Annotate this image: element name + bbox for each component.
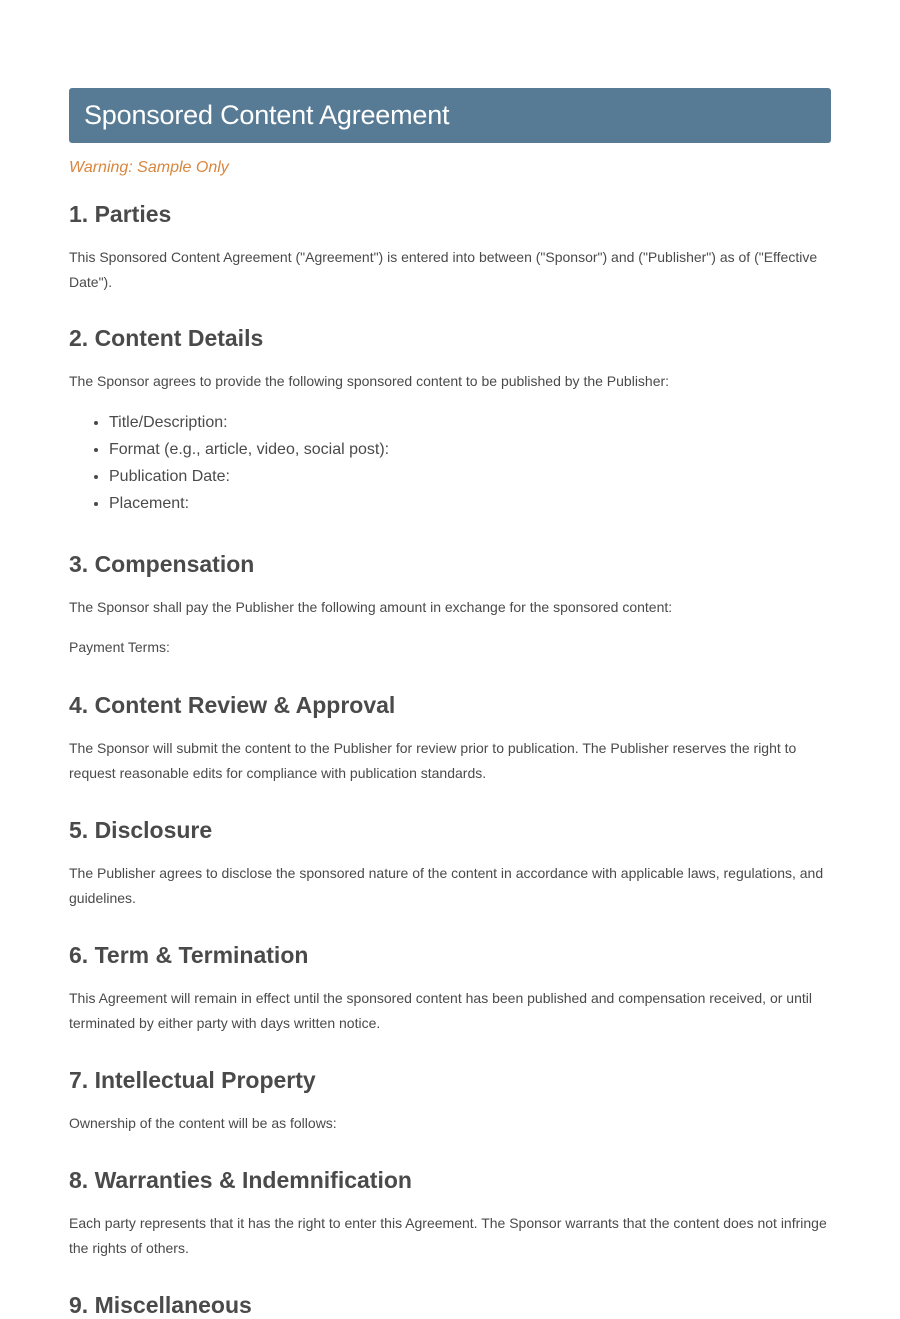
section-intellectual-property: [69, 1066, 831, 1136]
list-item: • Placement:: [109, 490, 831, 517]
section-content-details: [69, 324, 831, 518]
section-paragraph: The Sponsor agrees to provide the following sponsored content to be published by the Publisher:: [69, 373, 670, 389]
section-paragraph: Each party represents that it has the right to enter this Agreement. The Sponsor warrants that the content does not infringe the rights of others.: [69, 1215, 827, 1256]
list-item: • Title/Description:: [109, 409, 831, 436]
section-paragraph: This Sponsored Content Agreement ("Agreement") is entered into between ("Sponsor") and ("Publisher") as of ("Effective Date").: [69, 249, 818, 290]
section-paragraph: Ownership of the content will be as follows:: [69, 1115, 337, 1131]
section-heading: 8. Warranties & Indemnification: [69, 1167, 412, 1193]
section-disclosure: [69, 816, 831, 910]
section-heading: 2. Content Details: [69, 325, 264, 351]
document-title: Sponsored Content Agreement: [84, 100, 450, 130]
section-paragraph: The Sponsor shall pay the Publisher the following amount in exchange for the sponsored content:: [69, 599, 673, 615]
content-details-list: [69, 409, 831, 518]
section-warranties: [69, 1166, 831, 1260]
section-compensation: [69, 550, 831, 660]
section-paragraph: This Agreement will remain in effect until the sponsored content has been published and compensation received, or until terminated by either party with days written notice.: [69, 990, 812, 1031]
section-heading: 7. Intellectual Property: [69, 1067, 316, 1093]
section-heading: 3. Compensation: [69, 551, 255, 577]
section-heading: 1. Parties: [69, 201, 172, 227]
section-term-termination: [69, 941, 831, 1035]
payment-terms: Payment Terms:: [69, 639, 170, 655]
section-paragraph: The Publisher agrees to disclose the sponsored nature of the content in accordance with applicable laws, regulations, and guidelines.: [69, 865, 824, 906]
list-item: • Format (e.g., article, video, social post):: [109, 436, 831, 463]
section-miscellaneous: [69, 1291, 831, 1319]
section-heading: 4. Content Review & Approval: [69, 692, 396, 718]
section-content-review: [69, 691, 831, 785]
section-heading: 9. Miscellaneous: [69, 1292, 252, 1318]
section-heading: 6. Term & Termination: [69, 942, 309, 968]
sample-warning: Warning: Sample Only: [69, 159, 229, 176]
section-heading: 5. Disclosure: [69, 817, 213, 843]
list-item: • Publication Date:: [109, 463, 831, 490]
title-banner: [69, 88, 831, 143]
section-paragraph: The Sponsor will submit the content to the Publisher for review prior to publication. The Publisher reserves the right to request reasonable edits for compliance with publication standards.: [69, 740, 797, 781]
section-parties: [69, 200, 831, 294]
